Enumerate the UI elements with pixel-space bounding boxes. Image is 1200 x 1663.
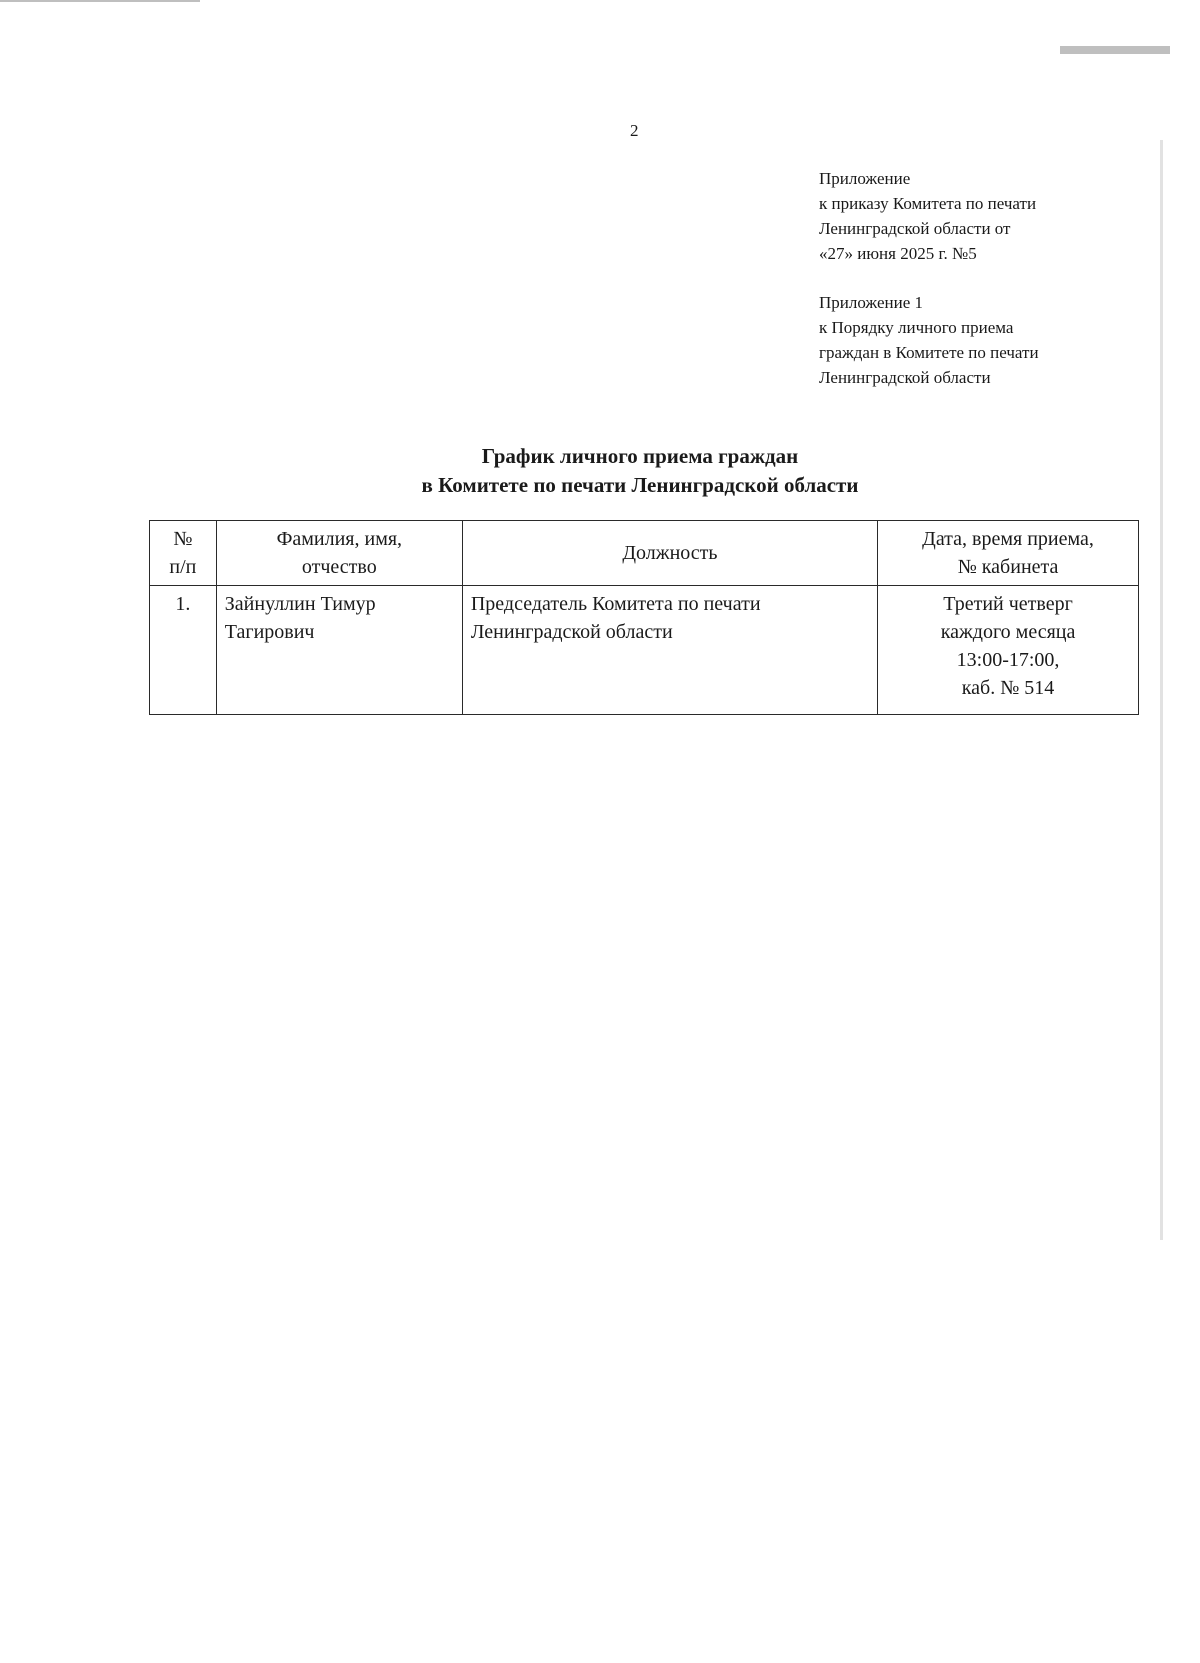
- header-full-name: [216, 521, 462, 586]
- scan-line-top: [0, 0, 200, 2]
- reception-schedule-table: [149, 520, 1139, 715]
- cell-date-line: 13:00-17:00,: [956, 649, 1060, 671]
- appendix-procedure-line: к Порядку личного приема: [819, 318, 1014, 337]
- appendix-order-reference: [819, 166, 1036, 266]
- appendix-order-line: «27» июня 2025 г. №5: [819, 244, 977, 263]
- cell-date-line: Третий четверг: [943, 593, 1073, 615]
- scan-edge-right: [1160, 140, 1163, 1240]
- header-full-name-line: отчество: [301, 556, 377, 578]
- page-number: 2: [630, 121, 639, 140]
- appendix-procedure-reference: [819, 290, 1039, 390]
- cell-full-name-line: Зайнуллин Тимур: [224, 593, 376, 615]
- appendix-procedure-line: Ленинградской области: [819, 368, 991, 387]
- appendix-order-line: Приложение: [819, 169, 911, 188]
- cell-position: [462, 586, 877, 715]
- document-title: [0, 442, 1200, 500]
- cell-date-line: каб. № 514: [961, 677, 1055, 699]
- appendix-procedure-line: Приложение 1: [819, 293, 923, 312]
- header-date-time-room: [878, 521, 1139, 586]
- header-full-name-line: Фамилия, имя,: [276, 528, 403, 550]
- document-title-line: График личного приема граждан: [481, 444, 799, 468]
- cell-full-name-line: Тагирович: [224, 621, 315, 643]
- header-date-line: Дата, время приема,: [922, 528, 1094, 550]
- cell-date-time-room: [878, 586, 1139, 715]
- table-row: [150, 586, 1139, 715]
- cell-full-name: [216, 586, 462, 715]
- header-number-line: п/п: [169, 556, 197, 578]
- table-header-row: [150, 521, 1139, 586]
- cell-position-line: Председатель Комитета по печати: [470, 593, 761, 615]
- header-date-line: № кабинета: [957, 556, 1059, 578]
- cell-position-line: Ленинградской области: [470, 621, 673, 643]
- appendix-order-line: Ленинградской области от: [819, 219, 1011, 238]
- document-title-line: в Комитете по печати Ленинградской области: [421, 473, 859, 497]
- appendix-procedure-line: граждан в Комитете по печати: [819, 343, 1039, 362]
- header-number: [150, 521, 217, 586]
- header-number-line: №: [173, 528, 193, 550]
- cell-number: 1.: [150, 586, 217, 715]
- header-position: Должность: [462, 521, 877, 586]
- scan-smudge-top-right: [1060, 46, 1170, 54]
- cell-date-line: каждого месяца: [940, 621, 1076, 643]
- appendix-order-line: к приказу Комитета по печати: [819, 194, 1037, 213]
